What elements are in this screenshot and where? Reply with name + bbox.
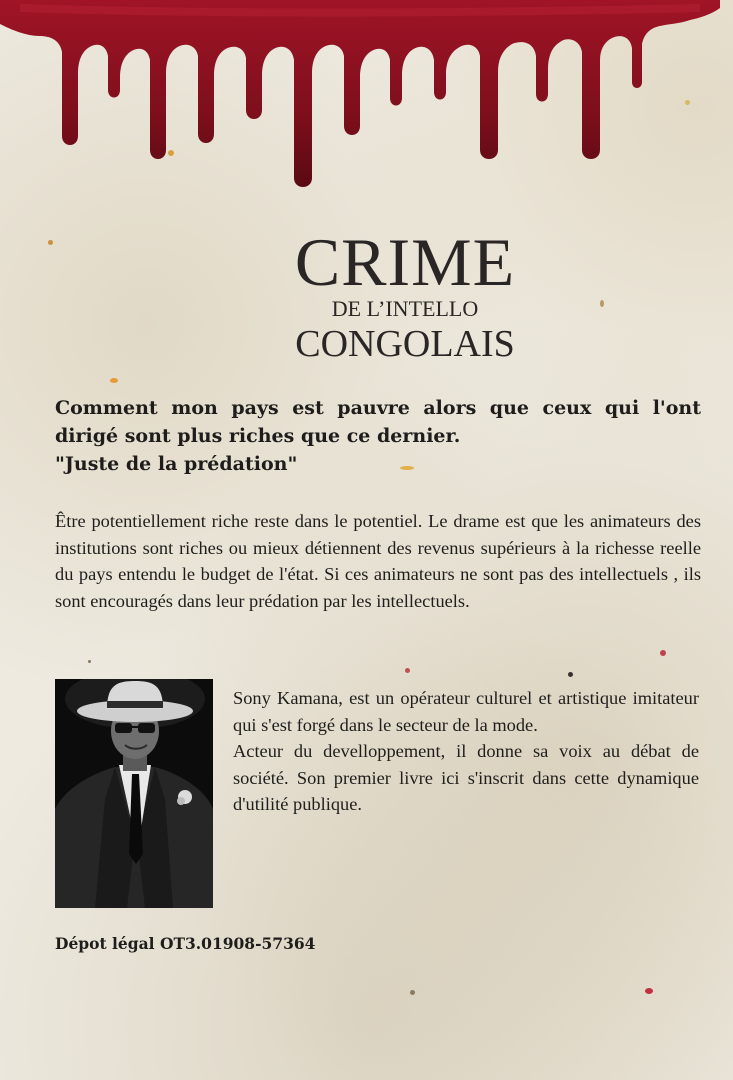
book-title bbox=[270, 224, 540, 366]
paper-speck bbox=[48, 240, 53, 245]
title-de-lintello: DE L’INTELLO bbox=[331, 296, 479, 321]
title-congolais: CONGOLAIS bbox=[295, 323, 515, 365]
blood-drip-decoration bbox=[0, 0, 733, 200]
subtitle-line-2: dirigé sont plus riches que ce dernier. bbox=[55, 425, 461, 447]
paper-speck bbox=[168, 150, 174, 156]
bio-paragraph-2: Acteur du develloppement, il donne sa voix au débat de société. Son premier livre ici s'inscrit dans cette dynamique d'utilité publique. bbox=[233, 741, 699, 814]
bio-paragraph-1: Sony Kamana, est un opérateur culturel et artistique imitateur qui s'est forgé dans le secteur de la mode. bbox=[233, 688, 699, 735]
paper-speck bbox=[600, 300, 604, 307]
book-subtitle bbox=[55, 394, 701, 478]
paper-speck bbox=[88, 660, 91, 663]
paper-speck bbox=[568, 672, 573, 677]
paper-speck bbox=[645, 988, 653, 994]
legal-deposit: Dépot légal OT3.01908-57364 bbox=[55, 934, 316, 953]
subtitle-line-3: "Juste de la prédation" bbox=[55, 453, 298, 475]
subtitle-line-1: Comment mon pays est pauvre alors que ceux qui l'ont bbox=[55, 397, 701, 419]
title-crime: CRIME bbox=[294, 224, 516, 300]
paper-speck bbox=[660, 650, 666, 656]
paper-speck bbox=[685, 100, 690, 105]
book-summary: Être potentiellement riche reste dans le potentiel. Le drame est que les animateurs des institutions sont riches ou mieux détiennent des revenus supérieurs à la richesse reelle du pays entendu le budget de l'état. Si ces animateurs ne sont pas des intellectuels , ils sont encouragés dans leur prédation par les intellectuels. bbox=[55, 511, 701, 611]
author-bio bbox=[233, 685, 699, 818]
paper-speck bbox=[110, 378, 118, 383]
paper-speck bbox=[405, 668, 410, 673]
paper-speck bbox=[410, 990, 415, 995]
author-photo bbox=[55, 679, 213, 908]
